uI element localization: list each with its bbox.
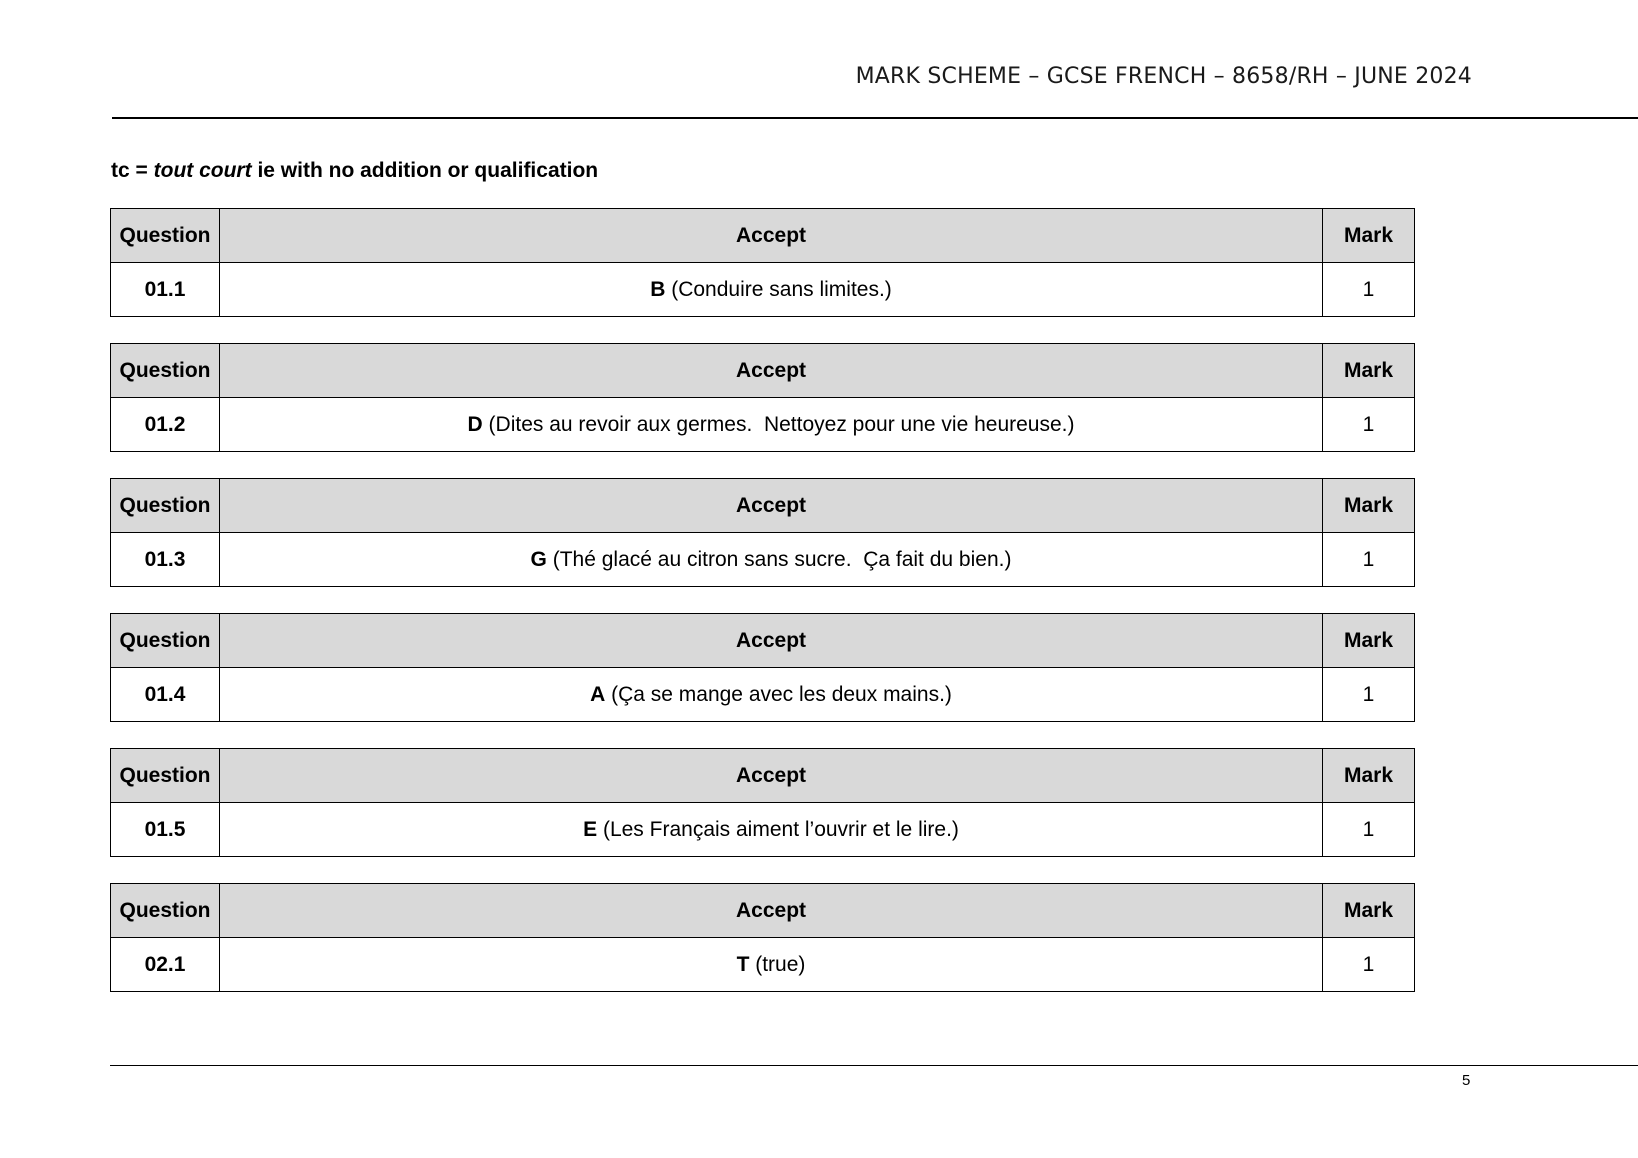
column-header-mark: Mark <box>1323 479 1415 533</box>
mark-table-01-2 <box>110 343 1415 452</box>
answer-letter: A <box>590 682 606 706</box>
footer-divider <box>110 1065 1638 1066</box>
column-header-question: Question <box>111 344 220 398</box>
column-header-accept: Accept <box>220 209 1323 263</box>
accepted-answer <box>220 263 1323 317</box>
note-definition: ie with no addition or qualification <box>257 159 599 182</box>
answer-text: (true) <box>755 952 806 976</box>
accepted-answer <box>220 938 1323 992</box>
answer-text: (Dites au revoir aux germes. Nettoyez pour une vie heureuse.) <box>488 412 1075 436</box>
mark-scheme-tables <box>110 208 1414 1018</box>
column-header-mark: Mark <box>1323 884 1415 938</box>
answer-letter: D <box>467 412 483 436</box>
table-header-row <box>111 884 1415 938</box>
question-number: 01.5 <box>111 803 220 857</box>
table-row <box>111 803 1415 857</box>
answer-letter: G <box>530 547 547 571</box>
column-header-question: Question <box>111 209 220 263</box>
table-header-row <box>111 614 1415 668</box>
column-header-question: Question <box>111 614 220 668</box>
accepted-answer <box>220 803 1323 857</box>
column-header-accept: Accept <box>220 344 1323 398</box>
mark-table-01-5 <box>110 748 1415 857</box>
question-number: 01.2 <box>111 398 220 452</box>
column-header-accept: Accept <box>220 614 1323 668</box>
mark-value: 1 <box>1323 938 1415 992</box>
column-header-mark: Mark <box>1323 749 1415 803</box>
page-number: 5 <box>1462 1072 1471 1089</box>
table-header-row <box>111 344 1415 398</box>
answer-text: (Ça se mange avec les deux mains.) <box>611 682 952 706</box>
column-header-mark: Mark <box>1323 209 1415 263</box>
column-header-question: Question <box>111 884 220 938</box>
question-number: 02.1 <box>111 938 220 992</box>
answer-letter: E <box>583 817 598 841</box>
mark-value: 1 <box>1323 533 1415 587</box>
column-header-accept: Accept <box>220 479 1323 533</box>
mark-value: 1 <box>1323 803 1415 857</box>
note-term: tout court <box>153 159 252 182</box>
mark-table-02-1 <box>110 883 1415 992</box>
table-header-row <box>111 479 1415 533</box>
table-header-row <box>111 209 1415 263</box>
column-header-mark: Mark <box>1323 614 1415 668</box>
note-abbrev: tc = <box>111 159 148 182</box>
question-number: 01.4 <box>111 668 220 722</box>
column-header-question: Question <box>111 479 220 533</box>
column-header-accept: Accept <box>220 884 1323 938</box>
mark-value: 1 <box>1323 398 1415 452</box>
table-row <box>111 263 1415 317</box>
table-row <box>111 668 1415 722</box>
mark-table-01-1 <box>110 208 1415 317</box>
answer-letter: T <box>736 952 750 976</box>
page-header-title: MARK SCHEME – GCSE FRENCH – 8658/RH – JUNE 2024 <box>855 64 1472 89</box>
accepted-answer <box>220 668 1323 722</box>
column-header-question: Question <box>111 749 220 803</box>
mark-table-01-3 <box>110 478 1415 587</box>
column-header-mark: Mark <box>1323 344 1415 398</box>
mark-value: 1 <box>1323 263 1415 317</box>
accepted-answer <box>220 533 1323 587</box>
column-header-accept: Accept <box>220 749 1323 803</box>
header-divider <box>112 117 1638 119</box>
accepted-answer <box>220 398 1323 452</box>
answer-text: (Conduire sans limites.) <box>671 277 892 301</box>
question-number: 01.1 <box>111 263 220 317</box>
question-number: 01.3 <box>111 533 220 587</box>
abbreviation-note <box>111 159 598 183</box>
answer-letter: B <box>650 277 666 301</box>
table-row <box>111 938 1415 992</box>
table-row <box>111 533 1415 587</box>
answer-text: (Les Français aiment l’ouvrir et le lire.) <box>602 817 959 841</box>
answer-text: (Thé glacé au citron sans sucre. Ça fait du bien.) <box>552 547 1012 571</box>
mark-table-01-4 <box>110 613 1415 722</box>
table-row <box>111 398 1415 452</box>
table-header-row <box>111 749 1415 803</box>
mark-value: 1 <box>1323 668 1415 722</box>
